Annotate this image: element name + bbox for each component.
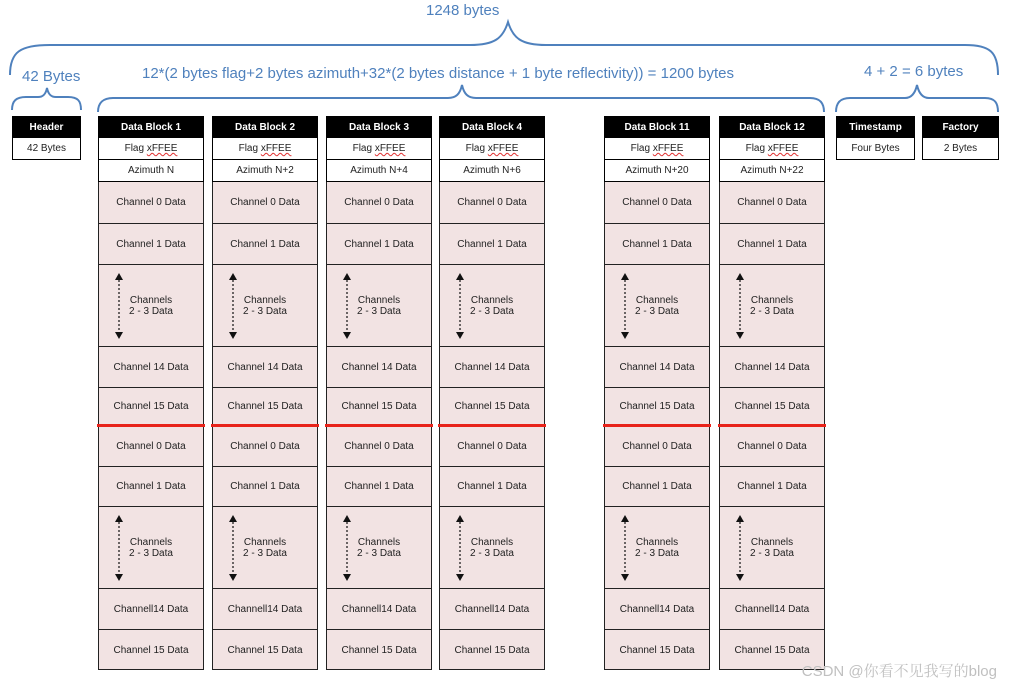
channel-row xyxy=(605,629,709,670)
channel-label: Channel 1 Data xyxy=(230,238,300,250)
channel-row xyxy=(213,629,317,670)
double-arrow-icon xyxy=(736,515,744,581)
channels-label: Channels xyxy=(635,294,679,306)
header-box xyxy=(12,116,81,160)
channels-range-label: 2 - 3 Data xyxy=(470,305,514,317)
data-block-column xyxy=(98,116,204,670)
channel-row xyxy=(605,387,709,425)
channel-row xyxy=(213,387,317,425)
block-flag xyxy=(98,138,204,160)
channel-label: Channel 0 Data xyxy=(344,440,414,452)
channel-label: Channel 0 Data xyxy=(116,440,186,452)
channel-row xyxy=(440,264,544,346)
channel-row xyxy=(440,588,544,629)
header-brace xyxy=(12,88,81,110)
header-value: 42 Bytes xyxy=(12,138,81,160)
channel-row xyxy=(99,506,203,588)
channel-label: Channel 15 Data xyxy=(734,644,810,656)
channel-row xyxy=(605,264,709,346)
header-title: Header xyxy=(12,116,81,138)
firing-separator-line xyxy=(211,424,319,427)
flag-prefix: Flag xyxy=(745,143,768,154)
flag-prefix: Flag xyxy=(124,143,147,154)
channel-label: Channel 1 Data xyxy=(737,481,807,492)
block-title: Data Block 3 xyxy=(326,116,432,138)
channels-range-label: 2 - 3 Data xyxy=(750,547,794,559)
channel-row xyxy=(213,182,317,223)
double-arrow-icon xyxy=(456,273,464,339)
flag-value: xFFEE xyxy=(487,143,519,154)
channel-row xyxy=(605,425,709,466)
block-title: Data Block 4 xyxy=(439,116,545,138)
channels-range-label: 2 - 3 Data xyxy=(750,305,794,317)
channel-data-area xyxy=(439,182,545,670)
channel-row xyxy=(440,223,544,264)
channel-row xyxy=(213,466,317,506)
flag-prefix: Flag xyxy=(238,143,261,154)
channels-range-label: 2 - 3 Data xyxy=(635,547,679,559)
double-arrow-icon xyxy=(229,515,237,581)
channels-label: Channels xyxy=(357,536,401,548)
channel-label: Channell14 Data xyxy=(454,603,530,615)
flag-prefix: Flag xyxy=(465,143,488,154)
channel-row xyxy=(99,346,203,387)
channel-row xyxy=(440,182,544,223)
channels-range-label: 2 - 3 Data xyxy=(129,547,173,559)
flag-value: xFFEE xyxy=(767,143,799,154)
channel-label: Channel 14 Data xyxy=(454,361,530,373)
channels-label: Channels xyxy=(243,536,287,548)
block-azimuth: Azimuth N+2 xyxy=(212,160,318,182)
channels-range-label: 2 - 3 Data xyxy=(357,305,401,317)
channels-range-label: 2 - 3 Data xyxy=(635,305,679,317)
channel-row xyxy=(720,346,824,387)
block-flag xyxy=(604,138,710,160)
channel-label: Channel 15 Data xyxy=(341,401,417,412)
channel-data-area xyxy=(719,182,825,670)
channel-row xyxy=(720,387,824,425)
channel-row xyxy=(99,387,203,425)
channel-row xyxy=(327,387,431,425)
flag-prefix: Flag xyxy=(352,143,375,154)
double-arrow-icon xyxy=(343,273,351,339)
channel-label: Channel 15 Data xyxy=(227,401,303,412)
channel-label: Channel 15 Data xyxy=(113,401,189,412)
channel-label: Channel 14 Data xyxy=(341,361,417,373)
double-arrow-icon xyxy=(621,273,629,339)
channel-row xyxy=(327,346,431,387)
block-azimuth: Azimuth N+22 xyxy=(719,160,825,182)
channel-label: Channel 0 Data xyxy=(737,440,807,452)
channel-row xyxy=(327,588,431,629)
data-block-column xyxy=(719,116,825,670)
channel-row xyxy=(99,223,203,264)
data-formula-label: 12*(2 bytes flag+2 bytes azimuth+32*(2 bytes distance + 1 byte reflectivity)) = 1200 bytes xyxy=(142,65,734,82)
channel-label: Channel 0 Data xyxy=(457,197,527,208)
channel-row xyxy=(327,223,431,264)
channel-label: Channel 1 Data xyxy=(622,238,692,250)
channel-label: Channel 1 Data xyxy=(230,481,300,492)
double-arrow-icon xyxy=(456,515,464,581)
timestamp-box xyxy=(836,116,915,160)
block-azimuth: Azimuth N+20 xyxy=(604,160,710,182)
block-title: Data Block 11 xyxy=(604,116,710,138)
firing-separator-line xyxy=(718,424,826,427)
channel-label: Channel 14 Data xyxy=(734,361,810,373)
channels-label: Channels xyxy=(243,294,287,306)
channel-label: Channel 15 Data xyxy=(454,401,530,412)
channels-label: Channels xyxy=(750,536,794,548)
channels-label: Channels xyxy=(635,536,679,548)
channel-row xyxy=(213,588,317,629)
channel-label: Channel 15 Data xyxy=(619,644,695,656)
double-arrow-icon xyxy=(115,273,123,339)
timestamp-value: Four Bytes xyxy=(836,138,915,160)
channel-label: Channel 1 Data xyxy=(116,238,186,250)
channel-label: Channel 0 Data xyxy=(622,440,692,452)
channel-label: Channel 0 Data xyxy=(230,197,300,208)
channel-row xyxy=(605,182,709,223)
channel-row xyxy=(720,588,824,629)
channels-label: Channels xyxy=(129,536,173,548)
channel-row xyxy=(99,264,203,346)
double-arrow-icon xyxy=(343,515,351,581)
data-block-column xyxy=(326,116,432,670)
channel-row xyxy=(99,182,203,223)
channel-row xyxy=(99,425,203,466)
firing-separator-line xyxy=(325,424,433,427)
factory-box xyxy=(922,116,999,160)
channels-label: Channels xyxy=(357,294,401,306)
watermark: CSDN @你看不见我写的blog xyxy=(801,663,997,680)
firing-separator-line xyxy=(438,424,546,427)
channels-range-label: 2 - 3 Data xyxy=(129,305,173,317)
double-arrow-icon xyxy=(115,515,123,581)
channel-data-area xyxy=(98,182,204,670)
channel-row xyxy=(440,466,544,506)
channel-row xyxy=(327,182,431,223)
flag-prefix: Flag xyxy=(630,143,653,154)
channels-range-label: 2 - 3 Data xyxy=(357,547,401,559)
channel-row xyxy=(720,425,824,466)
channel-label: Channel 1 Data xyxy=(344,481,414,492)
channel-row xyxy=(213,346,317,387)
data-block-column xyxy=(212,116,318,670)
tail-formula-label: 4 + 2 = 6 bytes xyxy=(864,63,964,80)
channel-row xyxy=(99,588,203,629)
channel-row xyxy=(213,223,317,264)
channel-label: Channel 14 Data xyxy=(227,361,303,373)
timestamp-title: Timestamp xyxy=(836,116,915,138)
channel-row xyxy=(720,223,824,264)
channel-row xyxy=(327,629,431,670)
block-azimuth: Azimuth N+6 xyxy=(439,160,545,182)
channels-label: Channels xyxy=(470,536,514,548)
channels-label: Channels xyxy=(470,294,514,306)
factory-value: 2 Bytes xyxy=(922,138,999,160)
block-title: Data Block 2 xyxy=(212,116,318,138)
channel-label: Channell14 Data xyxy=(734,603,810,615)
channel-label: Channel 0 Data xyxy=(116,197,186,208)
firing-separator-line xyxy=(603,424,711,427)
double-arrow-icon xyxy=(736,273,744,339)
channel-row xyxy=(440,629,544,670)
flag-value: xFFEE xyxy=(374,143,406,154)
channels-range-label: 2 - 3 Data xyxy=(470,547,514,559)
block-flag xyxy=(719,138,825,160)
firing-separator-line xyxy=(97,424,205,427)
channel-label: Channel 1 Data xyxy=(344,238,414,250)
channel-label: Channel 15 Data xyxy=(227,644,303,656)
channel-row xyxy=(440,506,544,588)
channel-label: Channel 15 Data xyxy=(341,644,417,656)
channel-label: Channel 1 Data xyxy=(116,481,186,492)
channel-label: Channel 1 Data xyxy=(457,238,527,250)
channels-label: Channels xyxy=(750,294,794,306)
channel-row xyxy=(720,264,824,346)
factory-title: Factory xyxy=(922,116,999,138)
channel-label: Channel 0 Data xyxy=(737,197,807,208)
channels-label: Channels xyxy=(129,294,173,306)
channel-label: Channell14 Data xyxy=(341,603,417,615)
block-azimuth: Azimuth N+4 xyxy=(326,160,432,182)
channels-range-label: 2 - 3 Data xyxy=(243,547,287,559)
channel-label: Channel 15 Data xyxy=(113,644,189,656)
channel-row xyxy=(99,629,203,670)
channel-label: Channell14 Data xyxy=(619,603,695,615)
double-arrow-icon xyxy=(621,515,629,581)
channel-row xyxy=(605,588,709,629)
channel-data-area xyxy=(212,182,318,670)
channel-label: Channel 1 Data xyxy=(622,481,692,492)
tail-brace xyxy=(836,85,998,112)
flag-value: xFFEE xyxy=(652,143,684,154)
channel-row xyxy=(327,425,431,466)
channel-row xyxy=(605,506,709,588)
channel-row xyxy=(605,223,709,264)
channel-row xyxy=(440,346,544,387)
channel-row xyxy=(327,264,431,346)
channel-row xyxy=(99,466,203,506)
channel-label: Channel 0 Data xyxy=(457,440,527,452)
block-title: Data Block 12 xyxy=(719,116,825,138)
channel-row xyxy=(440,425,544,466)
channel-row xyxy=(213,506,317,588)
channel-label: Channell14 Data xyxy=(227,603,303,615)
channel-row xyxy=(720,182,824,223)
total-size-label: 1248 bytes xyxy=(426,2,500,19)
channel-label: Channel 1 Data xyxy=(737,238,807,250)
channel-label: Channel 15 Data xyxy=(734,401,810,412)
channel-row xyxy=(720,506,824,588)
block-flag xyxy=(212,138,318,160)
channel-label: Channel 1 Data xyxy=(457,481,527,492)
flag-value: xFFEE xyxy=(260,143,292,154)
block-flag xyxy=(439,138,545,160)
channel-label: Channell14 Data xyxy=(113,603,189,615)
channel-label: Channel 0 Data xyxy=(622,197,692,208)
data-block-column xyxy=(439,116,545,670)
header-size-label: 42 Bytes xyxy=(22,68,81,85)
double-arrow-icon xyxy=(229,273,237,339)
data-block-column xyxy=(604,116,710,670)
channel-label: Channel 15 Data xyxy=(454,644,530,656)
block-azimuth: Azimuth N xyxy=(98,160,204,182)
channel-row xyxy=(213,264,317,346)
channel-row xyxy=(327,506,431,588)
block-flag xyxy=(326,138,432,160)
block-title: Data Block 1 xyxy=(98,116,204,138)
channel-label: Channel 14 Data xyxy=(113,361,189,373)
data-brace xyxy=(98,85,824,112)
channel-row xyxy=(327,466,431,506)
channel-row xyxy=(213,425,317,466)
channel-label: Channel 0 Data xyxy=(230,440,300,452)
channel-label: Channel 0 Data xyxy=(344,197,414,208)
channel-label: Channel 15 Data xyxy=(619,401,695,412)
flag-value: xFFEE xyxy=(146,143,178,154)
channel-label: Channel 14 Data xyxy=(619,361,695,373)
channel-row xyxy=(440,387,544,425)
channel-row xyxy=(605,466,709,506)
channel-data-area xyxy=(604,182,710,670)
channels-range-label: 2 - 3 Data xyxy=(243,305,287,317)
channel-row xyxy=(605,346,709,387)
channel-data-area xyxy=(326,182,432,670)
channel-row xyxy=(720,466,824,506)
